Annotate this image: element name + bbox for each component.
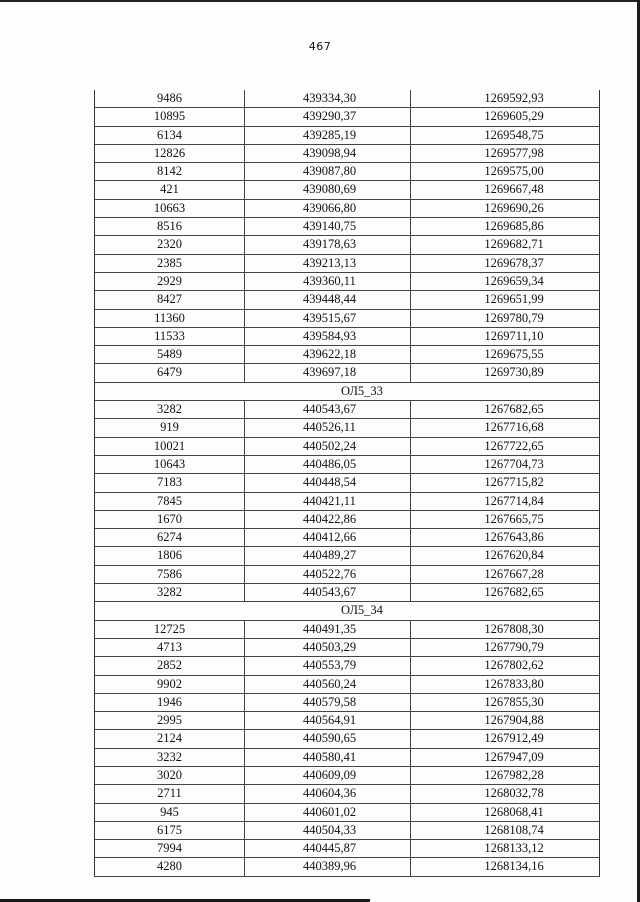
y-coordinate-cell: 1267714,84 [484,493,544,508]
point-number-cell: 7994 [95,840,245,857]
table-row [95,456,599,474]
y-coordinate-cell: 1267704,73 [484,456,544,471]
point-number-cell: 2711 [95,785,245,802]
table-row [95,474,599,492]
point-number-cell: 2320 [95,236,245,253]
table-row [95,108,599,126]
point-number-cell: 7586 [95,566,245,583]
y-coordinate-cell: 1267667,28 [484,566,544,581]
table-row [95,236,599,254]
table-row [95,127,599,145]
x-coordinate-cell: 440590,65 [245,730,411,747]
x-coordinate-cell: 439515,67 [245,310,411,327]
y-coordinate-cell: 1268108,74 [484,822,544,837]
y-coordinate-cell: 1269605,29 [484,109,544,124]
point-number-cell: 3282 [95,584,245,601]
table-row [95,364,599,382]
x-coordinate-cell: 439140,75 [245,218,411,235]
point-number-cell: 10643 [95,456,245,473]
x-coordinate-cell: 440543,67 [245,401,411,418]
table-row [95,291,599,309]
y-coordinate-cell: 1267665,75 [484,511,544,526]
point-number-cell: 2929 [95,273,245,290]
y-coordinate-cell: 1267715,82 [484,475,544,490]
point-number-cell: 4713 [95,639,245,656]
x-coordinate-cell: 440503,29 [245,639,411,656]
table-row [95,639,599,657]
y-coordinate-cell: 1267716,68 [484,420,544,435]
point-number-cell: 8516 [95,218,245,235]
y-coordinate-cell: 1269667,48 [484,182,544,197]
table-row [95,419,599,437]
x-coordinate-cell: 439360,11 [245,273,411,290]
y-coordinate-cell: 1269685,86 [484,219,544,234]
table-row [95,676,599,694]
x-coordinate-cell: 440504,33 [245,822,411,839]
y-coordinate-cell: 1269690,26 [484,200,544,215]
point-number-cell: 10021 [95,438,245,455]
section-title: ОЛ5_33 [341,383,383,398]
point-number-cell: 3232 [95,749,245,766]
y-coordinate-cell: 1267682,65 [484,402,544,417]
point-number-cell: 919 [95,419,245,436]
table-row [95,346,599,364]
y-coordinate-cell: 1267912,49 [484,731,544,746]
point-number-cell: 8427 [95,291,245,308]
y-coordinate-cell: 1269592,93 [484,91,544,105]
x-coordinate-cell: 440389,96 [245,858,411,875]
x-coordinate-cell: 440412,66 [245,529,411,546]
point-number-cell: 12725 [95,621,245,638]
x-coordinate-cell: 440448,54 [245,474,411,491]
x-coordinate-cell: 439285,19 [245,127,411,144]
x-coordinate-cell: 439334,30 [245,90,411,107]
x-coordinate-cell: 440421,11 [245,493,411,510]
point-number-cell: 4280 [95,858,245,875]
y-coordinate-cell: 1267982,28 [484,767,544,782]
point-number-cell: 3020 [95,767,245,784]
table-row [95,822,599,840]
point-number-cell: 6134 [95,127,245,144]
point-number-cell: 1946 [95,694,245,711]
x-coordinate-cell: 440422,86 [245,511,411,528]
y-coordinate-cell: 1267643,86 [484,530,544,545]
point-number-cell: 9486 [95,90,245,107]
scan-edge-top [0,0,640,2]
y-coordinate-cell: 1267682,65 [484,585,544,600]
point-number-cell: 7183 [95,474,245,491]
table-row [95,218,599,236]
y-coordinate-cell: 1269682,71 [484,237,544,252]
table-row [95,657,599,675]
table-row [95,200,599,218]
point-number-cell: 12826 [95,145,245,162]
table-row [95,438,599,456]
x-coordinate-cell: 440543,67 [245,584,411,601]
point-number-cell: 1806 [95,547,245,564]
point-number-cell: 2995 [95,712,245,729]
x-coordinate-cell: 439098,94 [245,145,411,162]
table-row [95,145,599,163]
x-coordinate-cell: 440486,05 [245,456,411,473]
table-row [95,584,599,602]
table-row [95,840,599,858]
y-coordinate-cell: 1269780,79 [484,310,544,325]
point-number-cell: 6479 [95,364,245,381]
table-row [95,749,599,767]
x-coordinate-cell: 440560,24 [245,676,411,693]
y-coordinate-cell: 1268032,78 [484,786,544,801]
x-coordinate-cell: 439213,13 [245,255,411,272]
table-row [95,401,599,419]
x-coordinate-cell: 440502,24 [245,438,411,455]
y-coordinate-cell: 1269675,55 [484,347,544,362]
x-coordinate-cell: 440609,09 [245,767,411,784]
page-number: 467 [308,40,332,53]
point-number-cell: 7845 [95,493,245,510]
x-coordinate-cell: 440491,35 [245,621,411,638]
table-row [95,767,599,785]
x-coordinate-cell: 440445,87 [245,840,411,857]
x-coordinate-cell: 440489,27 [245,547,411,564]
table-row [95,163,599,181]
y-coordinate-cell: 1267802,62 [484,658,544,673]
y-coordinate-cell: 1268133,12 [484,841,544,856]
table-row [95,310,599,328]
x-coordinate-cell: 439080,69 [245,181,411,198]
point-number-cell: 421 [95,181,245,198]
x-coordinate-cell: 440564,91 [245,712,411,729]
x-coordinate-cell: 439066,80 [245,200,411,217]
x-coordinate-cell: 439178,63 [245,236,411,253]
table-row [95,328,599,346]
point-number-cell: 945 [95,804,245,821]
table-row [95,529,599,547]
x-coordinate-cell: 440522,76 [245,566,411,583]
y-coordinate-cell: 1269730,89 [484,365,544,380]
point-number-cell: 2124 [95,730,245,747]
table-row [95,273,599,291]
y-coordinate-cell: 1267722,65 [484,438,544,453]
y-coordinate-cell: 1267855,30 [484,694,544,709]
point-number-cell: 1670 [95,511,245,528]
coordinates-table [94,90,600,877]
x-coordinate-cell: 440601,02 [245,804,411,821]
table-row [95,785,599,803]
table-row [95,547,599,565]
table-row [95,181,599,199]
point-number-cell: 6274 [95,529,245,546]
point-number-cell: 8142 [95,163,245,180]
y-coordinate-cell: 1267808,30 [484,621,544,636]
table-row [95,621,599,639]
x-coordinate-cell: 439697,18 [245,364,411,381]
point-number-cell: 11533 [95,328,245,345]
y-coordinate-cell: 1269659,34 [484,273,544,288]
table-row [95,511,599,529]
table-row [95,255,599,273]
table-row [95,694,599,712]
point-number-cell: 2852 [95,657,245,674]
y-coordinate-cell: 1269548,75 [484,127,544,142]
x-coordinate-cell: 439584,93 [245,328,411,345]
y-coordinate-cell: 1269711,10 [484,328,544,343]
y-coordinate-cell: 1267947,09 [484,749,544,764]
x-coordinate-cell: 439087,80 [245,163,411,180]
point-number-cell: 9902 [95,676,245,693]
y-coordinate-cell: 1267620,84 [484,548,544,563]
point-number-cell: 3282 [95,401,245,418]
table-row [95,858,599,876]
y-coordinate-cell: 1269678,37 [484,255,544,270]
x-coordinate-cell: 440604,36 [245,785,411,802]
table-row [95,90,599,108]
table-row [95,730,599,748]
y-coordinate-cell: 1269575,00 [484,164,544,179]
x-coordinate-cell: 440526,11 [245,419,411,436]
y-coordinate-cell: 1267904,88 [484,713,544,728]
section-header-row [95,383,599,401]
point-number-cell: 5489 [95,346,245,363]
x-coordinate-cell: 440580,41 [245,749,411,766]
x-coordinate-cell: 439290,37 [245,108,411,125]
x-coordinate-cell: 440553,79 [245,657,411,674]
y-coordinate-cell: 1269577,98 [484,145,544,160]
y-coordinate-cell: 1267833,80 [484,676,544,691]
table-row [95,712,599,730]
point-number-cell: 10895 [95,108,245,125]
x-coordinate-cell: 440579,58 [245,694,411,711]
table-row [95,566,599,584]
point-number-cell: 11360 [95,310,245,327]
x-coordinate-cell: 439448,44 [245,291,411,308]
x-coordinate-cell: 439622,18 [245,346,411,363]
point-number-cell: 2385 [95,255,245,272]
table-row [95,804,599,822]
point-number-cell: 6175 [95,822,245,839]
section-header-row [95,602,599,620]
y-coordinate-cell: 1269651,99 [484,292,544,307]
table-row [95,493,599,511]
y-coordinate-cell: 1268068,41 [484,804,544,819]
y-coordinate-cell: 1268134,16 [484,859,544,874]
section-title: ОЛ5_34 [341,603,383,618]
y-coordinate-cell: 1267790,79 [484,639,544,654]
point-number-cell: 10663 [95,200,245,217]
